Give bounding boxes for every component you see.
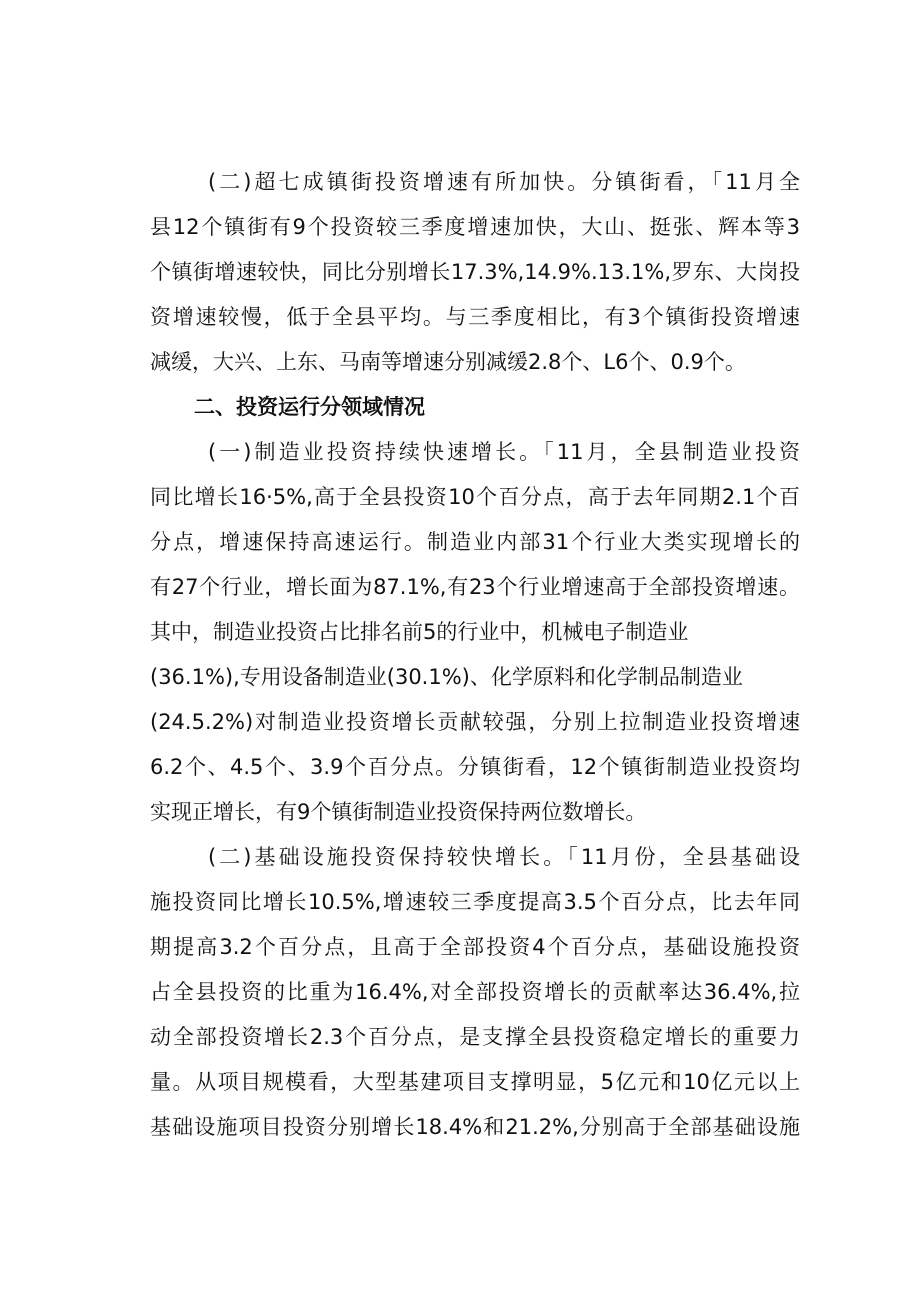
paragraph-line: 实现正增长，有9个镇街制造业投资保持两位数增长。 — [150, 800, 647, 824]
paragraph-line: (36.1%),专用设备制造业(30.1%)、化学原料和化学制品制造业 — [150, 665, 743, 689]
paragraph-line: 资增速较慢，低于全县平均。与三季度相比，有3个镇街投资增速 — [150, 305, 800, 329]
paragraph-line: (24.5.2%)对制造业投资增长贡献较强，分别上拉制造业投资增速 — [150, 710, 800, 734]
paragraph-line: 其中，制造业投资占比排名前5的行业中，机械电子制造业 — [150, 620, 689, 644]
document-body — [150, 160, 800, 1150]
paragraph-line: 期提高3.2个百分点，且高于全部投资4个百分点，基础设施投资 — [150, 935, 800, 959]
paragraph-line: 有27个行业，增长面为87.1%,有23个行业增速高于全部投资增速。 — [150, 575, 800, 599]
paragraph-line: 占全县投资的比重为16.4%,对全部投资增长的贡献率达36.4%,拉 — [150, 980, 800, 1004]
paragraph-line: 动全部投资增长2.3个百分点，是支撑全县投资稳定增长的重要力 — [150, 1025, 800, 1049]
paragraph-line: (二)超七成镇街投资增速有所加快。分镇街看，「11月全 — [208, 170, 800, 194]
paragraph-line: (二)基础设施投资保持较快增长。「11月份，全县基础设 — [208, 845, 800, 869]
paragraph-line: (一)制造业投资持续快速增长。「11月，全县制造业投资 — [208, 440, 800, 464]
paragraph-line: 县12个镇街有9个投资较三季度增速加快，大山、挺张、辉本等3 — [150, 215, 800, 239]
paragraph-line: 量。从项目规模看，大型基建项目支撑明显，5亿元和10亿元以上 — [150, 1070, 800, 1094]
section-heading: 二、投资运行分领域情况 — [194, 395, 425, 419]
paragraph-line: 6.2个、4.5个、3.9个百分点。分镇街看，12个镇街制造业投资均 — [150, 755, 800, 779]
paragraph-line: 基础设施项目投资分别增长18.4%和21.2%,分别高于全部基础设施 — [150, 1115, 800, 1139]
paragraph-line: 个镇街增速较快，同比分别增长17.3%,14.9%.13.1%,罗东、大岗投 — [150, 260, 800, 284]
paragraph-line: 施投资同比增长10.5%,增速较三季度提高3.5个百分点，比去年同 — [150, 890, 800, 914]
paragraph-line: 减缓，大兴、上东、马南等增速分别减缓2.8个、L6个、0.9个。 — [150, 350, 746, 374]
paragraph-line: 同比增长16·5%,高于全县投资10个百分点，高于去年同期2.1个百 — [150, 485, 800, 509]
paragraph-line: 分点，增速保持高速运行。制造业内部31个行业大类实现增长的 — [150, 530, 800, 554]
